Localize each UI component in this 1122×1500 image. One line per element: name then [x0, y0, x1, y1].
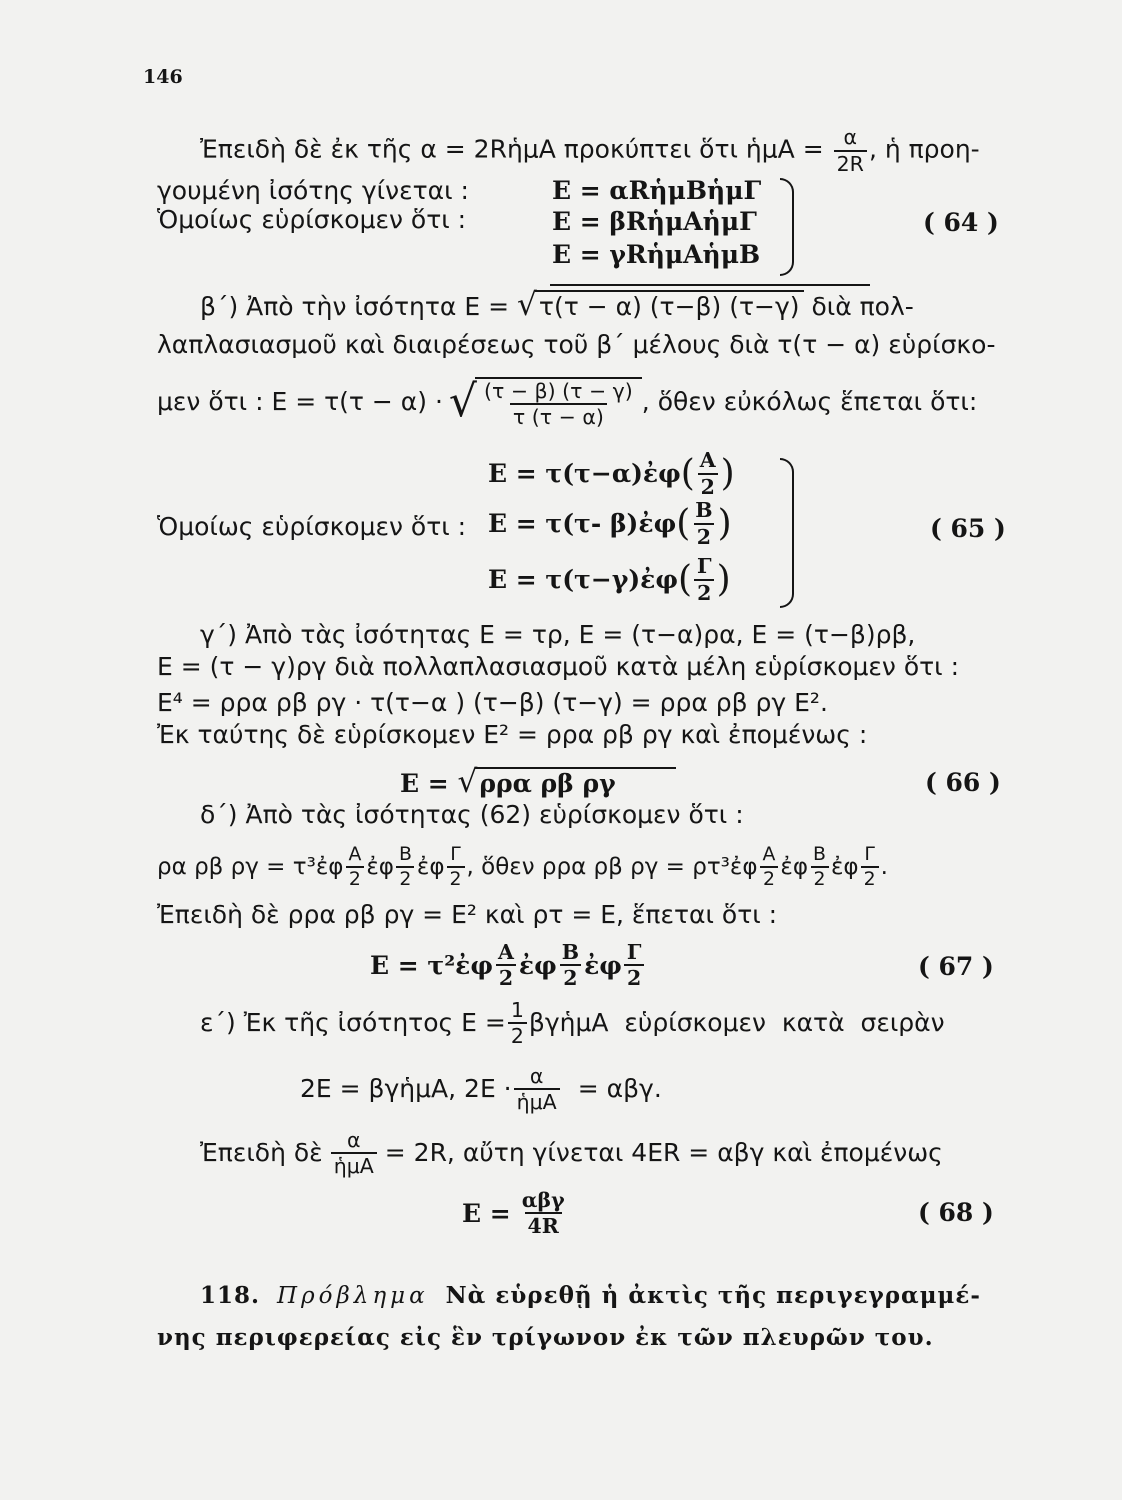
eq64-brace: [780, 178, 794, 276]
para3-line2: Ε = (τ − γ)ργ διὰ πολλαπλασιασμοῦ κατὰ μέλη εὑρίσκομεν ὅτι :: [157, 652, 959, 681]
para4-line3: Ἐπειδὴ δὲ ρρα ρβ ργ = Ε² καὶ ρτ = Ε, ἕπεται ὅτι :: [157, 900, 778, 929]
eq64-number: ( 64 ): [923, 208, 999, 237]
sqrt-fraction: $\frac{(\tau - \beta) (\tau - \gamma)}{\tau (\tau - \alpha)}$: [475, 377, 642, 428]
sqrt-sign-2: √: [448, 376, 477, 427]
para5-line1: ε΄) Ἐκ τῆς ἰσότητος Ε = $\frac{1}{2}$ βγἡμΑ εὑρίσκομεν κατὰ σειρὰν: [200, 997, 945, 1048]
eq64-rule: [550, 284, 870, 286]
para4-line1: δ΄) Ἀπὸ τὰς ἰσότητας (62) εὑρίσκομεν ὅτι :: [200, 800, 744, 829]
para5-line3: Ἐπειδὴ δὲ $\frac{\alpha}{\text{ἡμΑ}}$ = 2R, αὔτη γίνεται 4ΕR = αβγ καὶ ἐπομένως: [200, 1127, 943, 1178]
problem-label: Πρόβλημα: [277, 1283, 429, 1309]
para5-line2: 2Ε = βγἡμΑ, 2Ε · $\frac{\alpha}{\text{ἡμΑ}}$ = αβγ.: [300, 1063, 662, 1114]
para1-line1: Ἐπειδὴ δὲ ἐκ τῆς α = 2RἡμΑ προκύπτει ὅτι ἡμΑ = $\frac{\alpha}{2R}$ , ἡ προη-: [200, 125, 980, 176]
problem-line1: 118. Πρόβλημα Νὰ εὑρεθῇ ἡ ἀκτὶς τῆς περιγεγραμμέ-: [200, 1282, 981, 1309]
problem-line2: νης περιφερείας εἰς ἓν τρίγωνον ἐκ τῶν πλευρῶν του.: [157, 1324, 934, 1351]
para4-line2: ρα ρβ ργ = τ³ἐφ $\frac{A}{2}$ ἐφ $\frac{B}{2}$ ἐφ $\frac{\Gamma}{2}$ , ὅθεν ρρα ρβ ργ = ρτ³ἐφ $\frac{A}{2}$ ἐφ $\frac{B}{2}$ ἐφ $\frac{\Gamma}{2}$ .: [157, 843, 888, 890]
page-number: 146: [143, 66, 183, 88]
para2-line1: β΄) Ἀπὸ τὴν ἰσότητα Ε = √τ(τ − α) (τ−β) (τ−γ) διὰ πολ-: [200, 287, 914, 323]
eq68: Ε = $\frac{\text{αβγ}}{4R}$: [462, 1187, 565, 1238]
eq64-line2: Ε = βRἡμΑἡμΓ: [552, 207, 757, 236]
eq65-number: ( 65 ): [930, 514, 1006, 543]
eq66: Ε = √ρρα ρβ ργ: [400, 764, 676, 800]
eq65-line2: Ε = τ(τ- β)ἐφ ( $\frac{B}{2}$ ): [488, 498, 732, 549]
para3-line4: Ἐκ ταύτης δὲ εὑρίσκομεν Ε² = ρρα ρβ ργ καὶ ἐπομένως :: [157, 720, 868, 749]
para1-line3: Ὁμοίως εὑρίσκομεν ὅτι :: [157, 205, 467, 234]
eq68-number: ( 68 ): [918, 1198, 994, 1227]
eq67-number: ( 67 ): [918, 952, 994, 981]
sqrt-radicand: τ(τ − α) (τ−β) (τ−γ): [535, 290, 804, 322]
para1-line2: γουμένη ἰσότης γίνεται :: [157, 176, 469, 205]
eq65-brace: [780, 458, 794, 608]
eq65-line3: Ε = τ(τ−γ)ἐφ ( $\frac{\Gamma}{2}$ ): [488, 554, 731, 605]
eq66-number: ( 66 ): [925, 768, 1001, 797]
eq67: Ε = τ²ἐφ $\frac{A}{2}$ ἐφ $\frac{B}{2}$ ἐφ $\frac{\Gamma}{2}$: [370, 940, 646, 990]
eq65-label: Ὁμοίως εὑρίσκομεν ὅτι :: [157, 512, 467, 541]
para2-line2: λαπλασιασμοῦ καὶ διαιρέσεως τοῦ β΄ μέλους διὰ τ(τ − α) εὑρίσκο-: [157, 330, 996, 359]
sqrt-sign: √: [516, 287, 537, 323]
eq64-line1: Ε = αRἡμΒἡμΓ: [552, 176, 762, 205]
para3-line3: Ε⁴ = ρρα ρβ ργ · τ(τ−α ) (τ−β) (τ−γ) = ρρα ρβ ργ Ε².: [157, 688, 828, 717]
eq65-line1: Ε = τ(τ−α)ἐφ ( $\frac{A}{2}$ ): [488, 448, 735, 499]
para2-line3: μεν ὅτι : Ε = τ(τ − α) · √ $\frac{(\tau - \beta) (\tau - \gamma)}{\tau (\tau - \alpha)}$ , ὅθεν εὐκόλως ἕπεται ὅτι:: [157, 376, 978, 429]
para3-line1: γ΄) Ἀπὸ τὰς ἰσότητας Ε = τρ, Ε = (τ−α)ρα, Ε = (τ−β)ρβ,: [200, 620, 916, 649]
problem-number: 118.: [200, 1282, 261, 1309]
alpha-over-2R-fraction: $\frac{\alpha}{2R}$: [834, 127, 867, 174]
eq66-radicand: ρρα ρβ ργ: [475, 767, 675, 798]
eq64-line3: Ε = γRἡμΑἡμΒ: [552, 240, 761, 269]
